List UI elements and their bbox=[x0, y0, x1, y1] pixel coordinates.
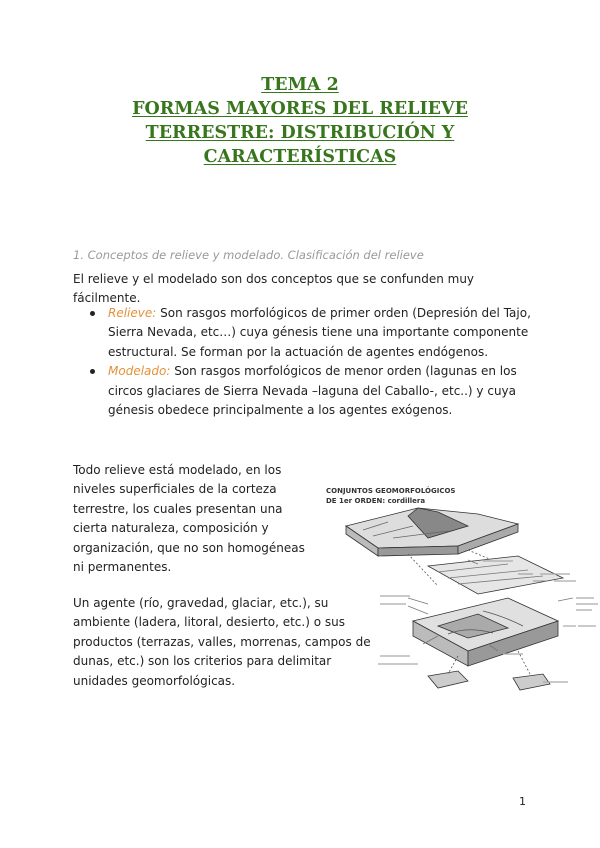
document-title bbox=[0, 73, 600, 169]
title-line-1: TEMA 2 bbox=[261, 75, 339, 95]
paragraph-agentes: Un agente (río, gravedad, glaciar, etc.), su ambiente (ladera, litoral, desierto, etc.) o sus productos (terrazas, valles, morrenas, campos de dunas, etc.) son los criterios para delimitar unidades geomorfológicas. bbox=[73, 596, 371, 688]
bullet-icon bbox=[90, 369, 95, 374]
paragraph-modelado-niveles: Todo relieve está modelado, en los niveles superficiales de la corteza terrestre, los cuales presentan una cierta naturaleza, composición y organización, que no son homogéneas ni permanentes. bbox=[73, 463, 305, 575]
section-heading: 1. Conceptos de relieve y modelado. Clasificación del relieve bbox=[73, 248, 424, 262]
title-line-3: TERRESTRE: DISTRIBUCIÓN Y bbox=[145, 123, 455, 143]
intro-paragraph: El relieve y el modelado son dos conceptos que se confunden muy fácilmente. bbox=[73, 272, 475, 306]
figure-caption-line-2: DE 1er ORDEN: cordillera bbox=[326, 497, 426, 505]
term-relieve: Relieve: bbox=[108, 306, 157, 320]
bullet-icon bbox=[90, 311, 95, 316]
definition-modelado: Son rasgos morfológicos de menor orden (lagunas en los circos glaciares de Sierra Nevada –laguna del Caballo-, etc..) y cuya génesis obedece principalmente a los agentes exógenos. bbox=[108, 364, 517, 418]
title-line-4: CARACTERÍSTICAS bbox=[203, 147, 397, 167]
figure-caption-line-1: CONJUNTOS GEOMORFOLÓGICOS bbox=[326, 487, 456, 495]
title-line-2: FORMAS MAYORES DEL RELIEVE bbox=[132, 99, 468, 119]
definition-relieve: Son rasgos morfológicos de primer orden (Depresión del Tajo, Sierra Nevada, etc…) cuya génesis tiene una importante componente estructural. Se forman por la actuación de agentes endógenos. bbox=[108, 306, 531, 359]
geomorphology-figure bbox=[318, 486, 600, 706]
definition-list bbox=[90, 304, 540, 420]
term-modelado: Modelado: bbox=[108, 364, 171, 379]
list-item-modelado bbox=[90, 362, 540, 420]
geomorphology-block-diagram-icon bbox=[318, 486, 600, 706]
page-number: 1 bbox=[519, 795, 526, 808]
list-item-relieve bbox=[90, 304, 540, 362]
